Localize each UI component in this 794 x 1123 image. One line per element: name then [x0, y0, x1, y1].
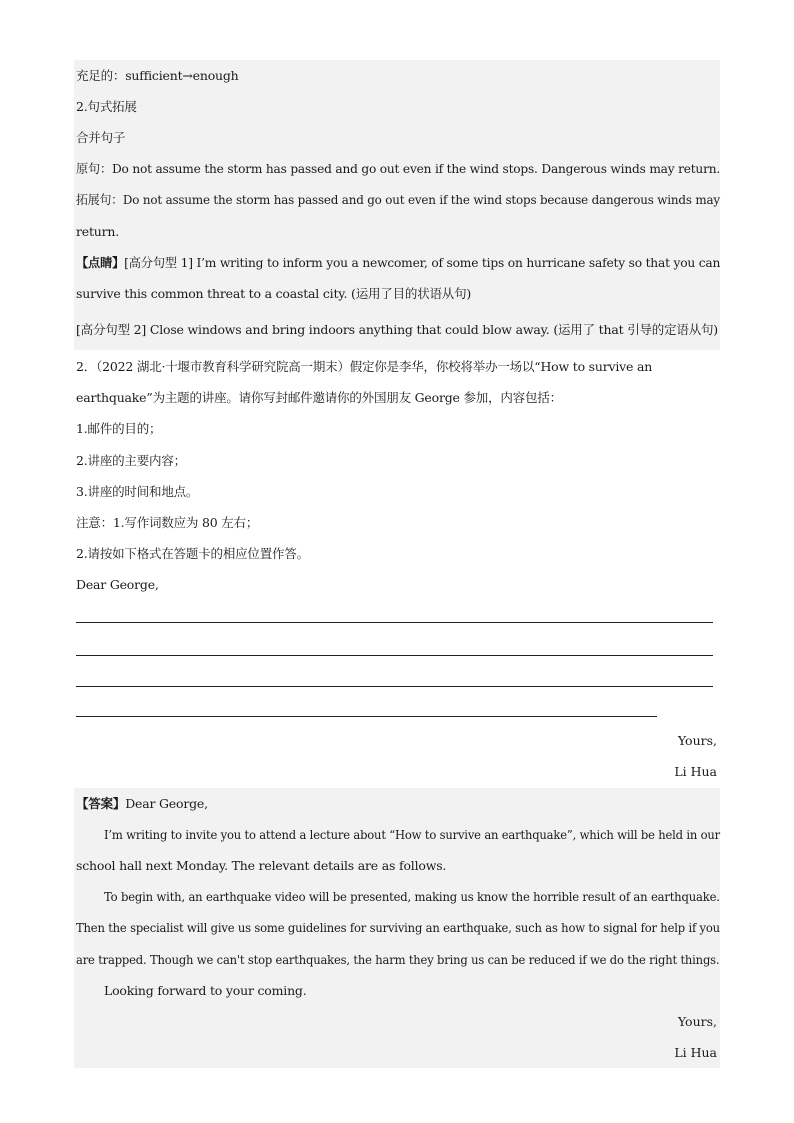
question-line-1: 2．（2022 湖北·十堰市教育科学研究院高一期末）假定你是李华，你校将举办一场以“How to survive an	[76, 359, 653, 374]
writing-line-4	[76, 716, 657, 717]
answer-signature: Li Hua	[674, 1045, 717, 1060]
dianjing-label: 【点睛】	[76, 255, 125, 270]
letter-salutation: Dear George,	[76, 577, 159, 592]
writing-line-1	[76, 622, 713, 623]
writing-line-3	[76, 686, 713, 687]
pattern-1-cont: survive this common threat to a coastal city. (运用了目的状语从句)	[76, 286, 472, 301]
answer-paragraph-2c: are trapped. Though we can't stop earthquakes, the harm they bring us can be reduced if we do the right things.	[76, 952, 720, 967]
pattern-2: [高分句型 2] Close windows and bring indoors anything that could blow away. (运用了 that 引导的定语从句)	[76, 322, 718, 337]
answer-paragraph-2b: Then the specialist will give us some guidelines for surviving an earthquake, such as how to signal for help if you	[76, 920, 720, 935]
note-1: 注意：1.写作词数应为 80 左右；	[76, 515, 259, 530]
requirement-1: 1.邮件的目的；	[76, 421, 162, 436]
expanded-sentence-cont: return.	[76, 224, 120, 239]
answer-label: 【答案】	[76, 796, 126, 811]
answer-paragraph-1b: school hall next Monday. The relevant details are as follows.	[76, 858, 447, 873]
vocab-line: 充足的：sufficient→enough	[76, 68, 239, 83]
question-line-2: earthquake”为主题的讲座。请你写封邮件邀请你的外国朋友 George 参加，内容包括：	[76, 390, 562, 405]
dianjing-line	[76, 255, 720, 271]
requirement-2: 2.讲座的主要内容；	[76, 453, 186, 468]
answer-closing: Yours,	[677, 1014, 717, 1029]
writing-line-2	[76, 655, 713, 656]
expanded-sentence: 拓展句：Do not assume the storm has passed and go out even if the wind stops because dangerous winds may	[76, 192, 720, 207]
answer-paragraph-2a: To begin with, an earthquake video will be presented, making us know the horrible result of an earthquake.	[104, 889, 720, 904]
answer-line	[76, 796, 208, 812]
original-sentence: 原句：Do not assume the storm has passed and go out even if the wind stops. Dangerous winds may return.	[76, 161, 721, 176]
answer-paragraph-3: Looking forward to your coming.	[104, 983, 307, 998]
pattern-1: [高分句型 1] I’m writing to inform you a newcomer, of some tips on hurricane safety so that you can	[124, 255, 721, 270]
heading-sentence-expansion: 2.句式拓展	[76, 99, 137, 114]
note-2: 2.请按如下格式在答题卡的相应位置作答。	[76, 546, 309, 561]
answer-salutation: Dear George,	[125, 796, 208, 811]
letter-signature: Li Hua	[674, 764, 717, 779]
subheading-merge: 合并句子	[76, 130, 126, 145]
letter-closing: Yours,	[677, 733, 717, 748]
requirement-3: 3.讲座的时间和地点。	[76, 484, 199, 499]
answer-paragraph-1a: I’m writing to invite you to attend a lecture about “How to survive an earthquake”, which will be held in our	[104, 827, 721, 842]
